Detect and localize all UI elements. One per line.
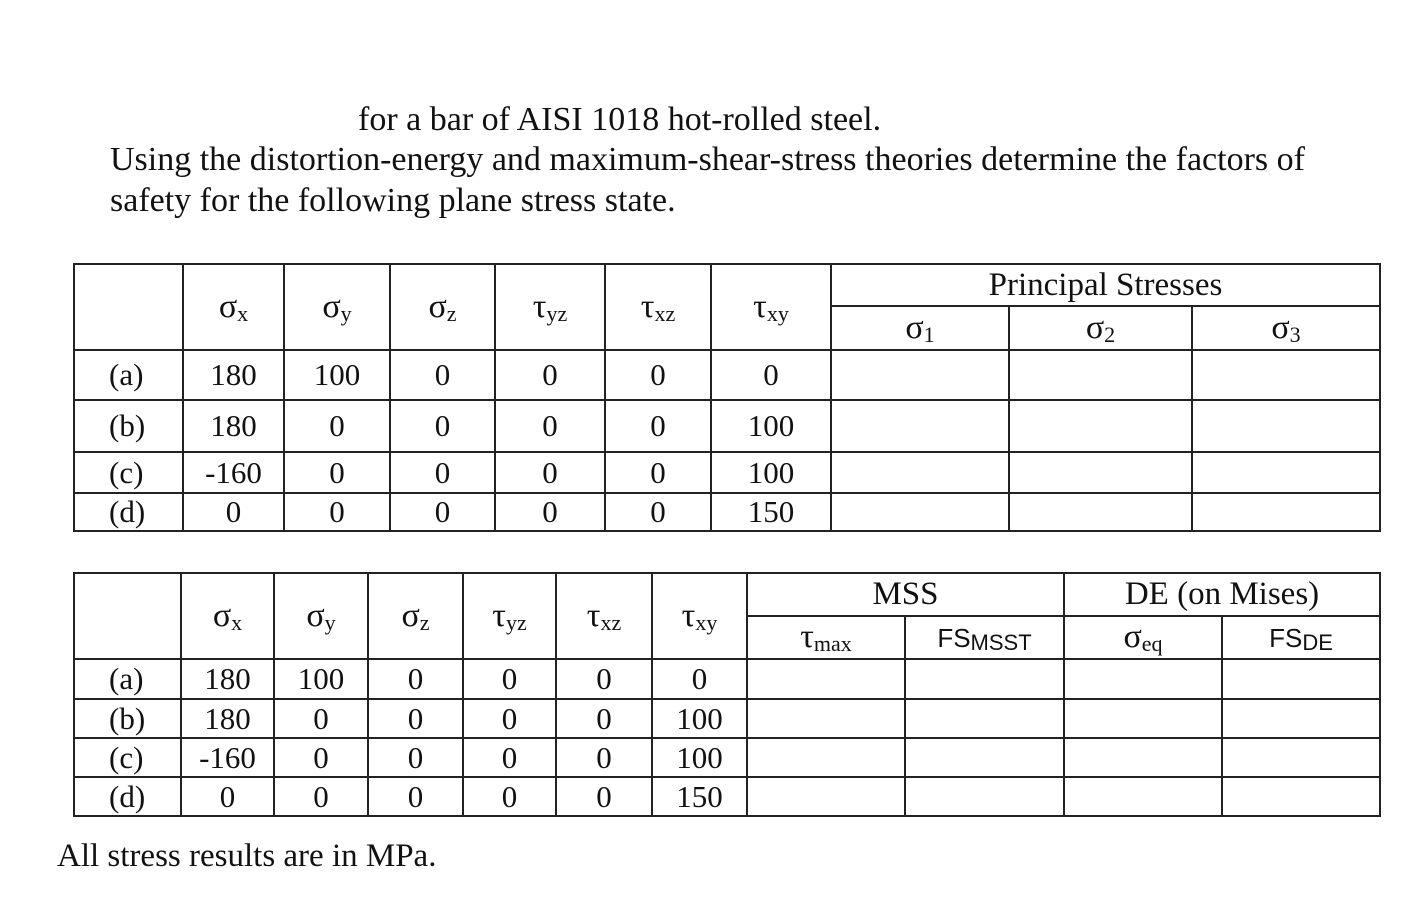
table-row — [74, 400, 1380, 452]
result-cell-sigma-1[interactable] — [831, 350, 1009, 400]
header-sigma-z: σz — [368, 573, 463, 659]
header-tau-max: τmax — [747, 616, 905, 659]
header-fs-de: FSDE — [1222, 616, 1380, 659]
result-cell-fs-msst[interactable] — [905, 699, 1064, 738]
value-cell: 0 — [390, 452, 495, 493]
value-cell: 0 — [368, 659, 463, 699]
value-cell: 150 — [652, 777, 747, 816]
result-cell-sigma-eq[interactable] — [1064, 738, 1222, 777]
de-header: DE (on Mises) — [1064, 573, 1380, 616]
header-sigma-1: σ1 — [831, 306, 1009, 350]
result-cell-sigma-2[interactable] — [1009, 493, 1192, 531]
result-cell-sigma-1[interactable] — [831, 400, 1009, 452]
result-cell-fs-de[interactable] — [1222, 738, 1380, 777]
value-cell: 100 — [711, 400, 831, 452]
result-cell-fs-de[interactable] — [1222, 699, 1380, 738]
result-cell-fs-msst[interactable] — [905, 738, 1064, 777]
units-footnote: All stress results are in MPa. — [57, 838, 437, 874]
header-tau-yz: τyz — [495, 264, 605, 350]
value-cell: 0 — [368, 738, 463, 777]
table-row — [74, 350, 1380, 400]
mss-header: MSS — [747, 573, 1064, 616]
factor-of-safety-table — [73, 572, 1381, 817]
value-cell: 0 — [284, 493, 390, 531]
result-cell-fs-msst[interactable] — [905, 777, 1064, 816]
value-cell: 0 — [390, 493, 495, 531]
value-cell: 0 — [495, 452, 605, 493]
header-tau-xz: τxz — [605, 264, 711, 350]
intro-line-1: for a bar of AISI 1018 hot-rolled steel. — [358, 101, 882, 138]
value-cell: 0 — [463, 777, 556, 816]
value-cell: 180 — [181, 659, 274, 699]
result-cell-sigma-3[interactable] — [1192, 493, 1380, 531]
value-cell: 0 — [556, 738, 652, 777]
value-cell: 0 — [368, 699, 463, 738]
value-cell: 0 — [284, 452, 390, 493]
row-label: (a) — [74, 350, 183, 400]
table-row — [74, 659, 1380, 699]
value-cell: 100 — [274, 659, 368, 699]
result-cell-sigma-3[interactable] — [1192, 350, 1380, 400]
value-cell: 100 — [652, 699, 747, 738]
value-cell: 0 — [495, 400, 605, 452]
value-cell: 0 — [368, 777, 463, 816]
result-cell-sigma-2[interactable] — [1009, 350, 1192, 400]
value-cell: 150 — [711, 493, 831, 531]
header-sigma-y: σy — [274, 573, 368, 659]
intro-line-3: safety for the following plane stress state. — [110, 182, 676, 219]
value-cell: 0 — [605, 493, 711, 531]
result-cell-sigma-eq[interactable] — [1064, 777, 1222, 816]
value-cell: 0 — [605, 350, 711, 400]
value-cell: 0 — [463, 699, 556, 738]
row-label: (c) — [74, 452, 183, 493]
result-cell-sigma-1[interactable] — [831, 452, 1009, 493]
value-cell: 0 — [495, 493, 605, 531]
value-cell: 100 — [652, 738, 747, 777]
result-cell-tau-max[interactable] — [747, 777, 905, 816]
row-label: (c) — [74, 738, 181, 777]
intro-line-2: Using the distortion-energy and maximum-shear-stress theories determine the factors of — [110, 141, 1305, 178]
table-row — [74, 493, 1380, 531]
table-row — [74, 452, 1380, 493]
principal-stresses-table — [73, 263, 1381, 532]
header-sigma-2: σ2 — [1009, 306, 1192, 350]
result-cell-fs-de[interactable] — [1222, 777, 1380, 816]
value-cell: 0 — [556, 777, 652, 816]
table-row — [74, 777, 1380, 816]
value-cell: 180 — [181, 699, 274, 738]
row-label: (a) — [74, 659, 181, 699]
header-sigma-y: σy — [284, 264, 390, 350]
header-tau-xy: τxy — [652, 573, 747, 659]
value-cell: 100 — [284, 350, 390, 400]
value-cell: 0 — [556, 699, 652, 738]
value-cell: 0 — [711, 350, 831, 400]
value-cell: 180 — [183, 400, 284, 452]
value-cell: 0 — [605, 452, 711, 493]
value-cell: 0 — [495, 350, 605, 400]
header-sigma-x: σx — [183, 264, 284, 350]
row-label: (b) — [74, 400, 183, 452]
value-cell: 0 — [463, 738, 556, 777]
value-cell: 0 — [605, 400, 711, 452]
header-tau-xz: τxz — [556, 573, 652, 659]
value-cell: 0 — [183, 493, 284, 531]
value-cell: 0 — [274, 777, 368, 816]
result-cell-sigma-3[interactable] — [1192, 452, 1380, 493]
result-cell-sigma-eq[interactable] — [1064, 659, 1222, 699]
value-cell: 0 — [463, 659, 556, 699]
header-sigma-z: σz — [390, 264, 495, 350]
row-label: (d) — [74, 493, 183, 531]
corner-cell — [74, 573, 181, 659]
header-sigma-x: σx — [181, 573, 274, 659]
header-fs-msst: FSMSST — [905, 616, 1064, 659]
value-cell: 0 — [652, 659, 747, 699]
result-cell-tau-max[interactable] — [747, 699, 905, 738]
value-cell: 0 — [181, 777, 274, 816]
header-tau-yz: τyz — [463, 573, 556, 659]
result-cell-fs-msst[interactable] — [905, 659, 1064, 699]
value-cell: 0 — [284, 400, 390, 452]
value-cell: 0 — [274, 699, 368, 738]
value-cell: 0 — [390, 400, 495, 452]
row-label: (b) — [74, 699, 181, 738]
table-row — [74, 738, 1380, 777]
header-sigma-eq: σeq — [1064, 616, 1222, 659]
value-cell: -160 — [183, 452, 284, 493]
result-cell-tau-max[interactable] — [747, 659, 905, 699]
table-row — [74, 699, 1380, 738]
value-cell: 0 — [274, 738, 368, 777]
result-cell-tau-max[interactable] — [747, 738, 905, 777]
corner-cell — [74, 264, 183, 350]
result-cell-sigma-3[interactable] — [1192, 400, 1380, 452]
result-cell-sigma-eq[interactable] — [1064, 699, 1222, 738]
header-tau-xy: τxy — [711, 264, 831, 350]
result-cell-fs-de[interactable] — [1222, 659, 1380, 699]
header-sigma-3: σ3 — [1192, 306, 1380, 350]
result-cell-sigma-2[interactable] — [1009, 452, 1192, 493]
row-label: (d) — [74, 777, 181, 816]
value-cell: 100 — [711, 452, 831, 493]
principal-stresses-header: Principal Stresses — [831, 264, 1380, 306]
value-cell: 0 — [556, 659, 652, 699]
result-cell-sigma-1[interactable] — [831, 493, 1009, 531]
value-cell: 180 — [183, 350, 284, 400]
value-cell: -160 — [181, 738, 274, 777]
value-cell: 0 — [390, 350, 495, 400]
result-cell-sigma-2[interactable] — [1009, 400, 1192, 452]
